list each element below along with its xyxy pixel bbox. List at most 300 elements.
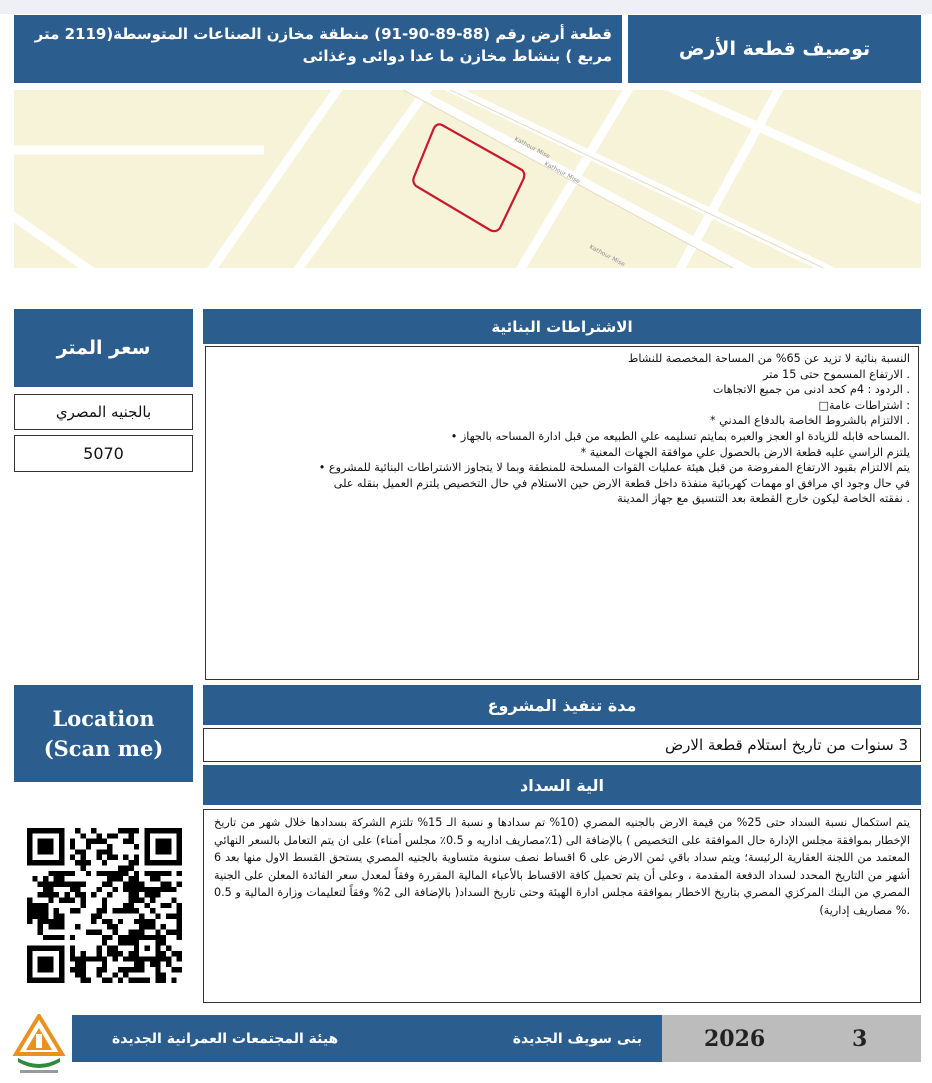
qr-module [96, 855, 101, 860]
qr-module [161, 887, 166, 892]
qr-module [155, 962, 160, 967]
qr-module [38, 860, 43, 865]
qr-module [96, 930, 101, 935]
qr-module [129, 956, 134, 961]
qr-module [43, 839, 48, 844]
qr-module [129, 967, 134, 972]
qr-module [139, 881, 144, 886]
qr-module [43, 892, 48, 897]
qr-module [86, 956, 91, 961]
qr-module [38, 919, 43, 924]
qr-module [139, 897, 144, 902]
qr-module [161, 844, 166, 849]
qr-module [48, 946, 53, 951]
qr-module [54, 935, 59, 940]
qr-module [70, 951, 75, 956]
qr-module [32, 914, 37, 919]
qr-module [96, 972, 101, 977]
qr-module [166, 956, 171, 961]
qr-module [107, 855, 112, 860]
qr-module [102, 956, 107, 961]
qr-module [145, 849, 150, 854]
qr-module [32, 903, 37, 908]
conditions-body [205, 346, 919, 680]
payment-text: يتم استكمال نسبة السداد حتى 25% من قيمة الارض بالجنيه المصري (10% تم سدادها و نسبة الـ 15% تلتزم الشركة بسدادها خلال شهر من تاريخ الإخطار بموافقة مجلس الإدارة حال الموافقة على التخصيص ) بالإضافة الى (1٪مصاريف اداريه و 0.5٪ مجلس أمناء) على ان يتم التعامل بالسعر النهائي المعتمد من اللجنة العقارية الرئيسة؛ ويتم سداد باقي ثمن الارض على 6 اقساط نصف سنوية متساوية بالجنيه المصري يستحق القسط الاول منها بعد 6 أشهر من التاريخ المحدد لسداد الدفعة المقدمة ، وعلى أن يتم تحميل كافة الاقساط بالأعباء المالية المقررة وفقاً لمعدل سعر الفائدة المعلن على الجنية المصري من البنك المركزي المصري بتاريخ الاخطار بموافقة مجلس ادارة الهيئة وحتى تاريخ السداد( بالإضافة الى 2% وفقاً لتعليمات وزارة المالية و 0.5 .% مصاريف إدارية) [214, 816, 911, 917]
qr-module [80, 833, 85, 838]
qr-module [129, 897, 134, 902]
qr-module [150, 876, 155, 881]
qr-module [80, 951, 85, 956]
qr-module [107, 892, 112, 897]
condition-line: في حال وجود اي مرافق او مهمات كهربائية منفذة داخل قطعة الارض حين الاستلام في حال التخصيص يلتزم العميل بنقله على [333, 476, 910, 490]
logo-caption-line [20, 1070, 58, 1073]
qr-module [38, 930, 43, 935]
qr-module [145, 956, 150, 961]
qr-module [123, 881, 128, 886]
qr-module [43, 946, 48, 951]
qr-module [134, 951, 139, 956]
qr-module [155, 930, 160, 935]
qr-module [129, 903, 134, 908]
qr-module [43, 956, 48, 961]
qr-module [38, 828, 43, 833]
qr-module [113, 855, 118, 860]
qr-module [43, 967, 48, 972]
qr-module [80, 849, 85, 854]
qr-module [91, 839, 96, 844]
location-title [14, 685, 193, 782]
qr-module [80, 892, 85, 897]
condition-line: . الالتزام بالشروط الخاصة بالدفاع المدني * [710, 414, 910, 428]
qr-module [177, 855, 182, 860]
price-currency [14, 394, 193, 430]
qr-module [32, 828, 37, 833]
qr-module [27, 978, 32, 983]
qr-module [48, 924, 53, 929]
conditions-title [203, 309, 921, 344]
qr-module [113, 924, 118, 929]
qr-module [155, 871, 160, 876]
qr-module [54, 908, 59, 913]
qr-module [48, 881, 53, 886]
qr-module [75, 967, 80, 972]
qr-module [102, 871, 107, 876]
qr-module [70, 935, 75, 940]
qr-module [96, 887, 101, 892]
qr-module [102, 903, 107, 908]
qr-module [150, 919, 155, 924]
site-map[interactable] [14, 90, 921, 268]
qr-module [166, 903, 171, 908]
qr-module [177, 951, 182, 956]
qr-module [166, 839, 171, 844]
qr-module [123, 903, 128, 908]
qr-module [96, 833, 101, 838]
qr-module [134, 876, 139, 881]
qr-module [38, 844, 43, 849]
qr-module [102, 935, 107, 940]
qr-module [139, 962, 144, 967]
qr-module [27, 828, 32, 833]
qr-module [80, 962, 85, 967]
qr-module [59, 871, 64, 876]
footer-year: 2026 [704, 1025, 766, 1052]
qr-module [134, 930, 139, 935]
qr-module [150, 892, 155, 897]
qr-module [86, 871, 91, 876]
qr-module [96, 914, 101, 919]
qr-module [91, 828, 96, 833]
condition-line: يتم الالتزام بقيود الارتفاع المفروضة من قبل هيئة عمليات القوات المسلحة للمنطقة وبما لا يتجاوز الاشتراطات البنائية للمشروع • [318, 461, 910, 475]
qr-module [75, 828, 80, 833]
qr-module [118, 871, 123, 876]
location-line-1: Location [52, 705, 155, 731]
qr-module [107, 935, 112, 940]
qr-module [91, 919, 96, 924]
qr-module [54, 924, 59, 929]
qr-module [145, 860, 150, 865]
qr-module [54, 881, 59, 886]
condition-line: النسبة بنائية لا تزيد عن 65% من المساحة المخصصة للنشاط [628, 352, 910, 365]
qr-module [145, 892, 150, 897]
qr-module [118, 908, 123, 913]
qr-module [150, 887, 155, 892]
qr-module [129, 833, 134, 838]
qr-module [113, 972, 118, 977]
footer-authority: هيئة المجتمعات العمرانية الجديدة [112, 1030, 339, 1047]
qr-module [123, 908, 128, 913]
qr-module [155, 839, 160, 844]
qr-module [70, 871, 75, 876]
qr-module [96, 839, 101, 844]
qr-module [80, 860, 85, 865]
qr-module [166, 881, 171, 886]
qr-module [166, 914, 171, 919]
qr-module [145, 871, 150, 876]
qr-module [166, 962, 171, 967]
qr-module [123, 839, 128, 844]
qr-module [102, 962, 107, 967]
qr-module [27, 967, 32, 972]
qr-module [75, 972, 80, 977]
qr-module [123, 865, 128, 870]
qr-module [134, 844, 139, 849]
qr-module [59, 844, 64, 849]
qr-module [80, 855, 85, 860]
qr-module [59, 962, 64, 967]
qr-module [48, 935, 53, 940]
qr-module [139, 956, 144, 961]
qr-module [27, 962, 32, 967]
qr-module [80, 972, 85, 977]
qr-module [27, 951, 32, 956]
qr-module [155, 956, 160, 961]
qr-module [96, 946, 101, 951]
qr-module [48, 871, 53, 876]
qr-module [150, 935, 155, 940]
qr-module [177, 839, 182, 844]
qr-module [134, 956, 139, 961]
qr-module [145, 844, 150, 849]
qr-module [27, 972, 32, 977]
qr-module [155, 935, 160, 940]
qr-module [48, 892, 53, 897]
qr-module [155, 849, 160, 854]
qr-module [70, 897, 75, 902]
condition-line: . الارتفاع المسموح حتى 15 متر [763, 367, 910, 381]
qr-module [161, 956, 166, 961]
qr-module [43, 908, 48, 913]
location-qr-code[interactable] [27, 828, 182, 983]
qr-module [123, 935, 128, 940]
qr-module [48, 978, 53, 983]
qr-module [123, 887, 128, 892]
qr-module [145, 924, 150, 929]
qr-module [27, 914, 32, 919]
logo-base [18, 1058, 60, 1068]
qr-module [59, 919, 64, 924]
qr-module [155, 940, 160, 945]
qr-module [54, 946, 59, 951]
qr-module [129, 860, 134, 865]
qr-module [171, 967, 176, 972]
qr-module [177, 956, 182, 961]
qr-module [59, 956, 64, 961]
qr-module [75, 849, 80, 854]
qr-module [177, 930, 182, 935]
qr-module [123, 871, 128, 876]
qr-module [134, 897, 139, 902]
qr-module [113, 833, 118, 838]
qr-module [48, 962, 53, 967]
plot-description-header [14, 15, 622, 83]
qr-module [113, 946, 118, 951]
qr-module [118, 951, 123, 956]
qr-module [107, 978, 112, 983]
qr-module [145, 935, 150, 940]
qr-module [32, 978, 37, 983]
duration-title [203, 685, 921, 725]
qr-module [48, 860, 53, 865]
qr-module [161, 871, 166, 876]
qr-module [177, 849, 182, 854]
qr-module [27, 908, 32, 913]
qr-module [59, 935, 64, 940]
qr-module [107, 946, 112, 951]
qr-module [129, 839, 134, 844]
qr-module [145, 887, 150, 892]
qr-module [145, 903, 150, 908]
qr-module [171, 951, 176, 956]
footer-city: بنى سويف الجديدة [512, 1030, 642, 1047]
qr-module [27, 855, 32, 860]
qr-module [134, 887, 139, 892]
qr-module [102, 881, 107, 886]
qr-module [118, 865, 123, 870]
qr-module [70, 887, 75, 892]
qr-module [123, 967, 128, 972]
qr-module [171, 828, 176, 833]
qr-module [38, 962, 43, 967]
qr-module [54, 978, 59, 983]
qr-module [38, 839, 43, 844]
qr-module [59, 833, 64, 838]
qr-module [43, 935, 48, 940]
qr-module [64, 871, 69, 876]
qr-module [80, 978, 85, 983]
qr-module [166, 849, 171, 854]
qr-module [139, 930, 144, 935]
conditions-title-text: الاشتراطات البنائية [491, 317, 633, 336]
qr-module [91, 892, 96, 897]
qr-module [107, 833, 112, 838]
qr-module [171, 887, 176, 892]
qr-module [145, 839, 150, 844]
qr-module [27, 849, 32, 854]
qr-module [43, 849, 48, 854]
qr-module [43, 860, 48, 865]
qr-module [134, 919, 139, 924]
qr-module [139, 924, 144, 929]
qr-module [113, 871, 118, 876]
qr-module [155, 828, 160, 833]
qr-module [161, 860, 166, 865]
qr-module [134, 881, 139, 886]
qr-module [123, 940, 128, 945]
qr-module [54, 892, 59, 897]
qr-module [177, 844, 182, 849]
qr-module [161, 940, 166, 945]
qr-module [38, 908, 43, 913]
qr-module [150, 871, 155, 876]
payment-title-text: الية السداد [520, 775, 605, 795]
qr-module [150, 897, 155, 902]
qr-module [70, 956, 75, 961]
qr-module [43, 903, 48, 908]
qr-module [139, 967, 144, 972]
qr-module [155, 860, 160, 865]
qr-module [59, 978, 64, 983]
duration-text: 3 سنوات من تاريخ استلام قطعة الارض [665, 736, 908, 754]
qr-module [54, 919, 59, 924]
qr-module [54, 876, 59, 881]
qr-module [48, 967, 53, 972]
qr-module [161, 972, 166, 977]
qr-module [155, 972, 160, 977]
qr-module [129, 940, 134, 945]
qr-module [91, 914, 96, 919]
qr-module [32, 908, 37, 913]
qr-module [166, 844, 171, 849]
duration-title-text: مدة تنفيذ المشروع [487, 695, 637, 715]
qr-module [75, 956, 80, 961]
duration-body [203, 728, 921, 762]
qr-module [96, 849, 101, 854]
qr-module [96, 951, 101, 956]
qr-module [161, 903, 166, 908]
qr-module [150, 956, 155, 961]
qr-module [171, 860, 176, 865]
qr-module [80, 897, 85, 902]
qr-module [177, 967, 182, 972]
qr-module [129, 951, 134, 956]
qr-module [166, 930, 171, 935]
qr-module [48, 887, 53, 892]
qr-module [27, 956, 32, 961]
qr-module [177, 903, 182, 908]
qr-module [59, 849, 64, 854]
qr-module [38, 881, 43, 886]
page-title [628, 15, 921, 83]
condition-line: : اشتراطات عامة□ [818, 398, 910, 412]
qr-module [161, 924, 166, 929]
qr-module [102, 839, 107, 844]
qr-module [107, 871, 112, 876]
qr-module [102, 940, 107, 945]
qr-module [48, 849, 53, 854]
plot-description: قطعة أرض رقم (88-89-90-91) منطقة مخازن الصناعات المتوسطة(2119 متر مربع ) بنشاط مخازن ما عدا دوائى وغذائى [34, 25, 612, 65]
qr-module [107, 951, 112, 956]
map-road-label-2: Kathour Mise [543, 160, 581, 186]
payment-title [203, 765, 921, 805]
qr-module [59, 924, 64, 929]
qr-module [70, 908, 75, 913]
qr-module [59, 972, 64, 977]
price-title [14, 309, 193, 387]
qr-module [161, 849, 166, 854]
qr-module [86, 978, 91, 983]
qr-module [177, 908, 182, 913]
qr-module [54, 860, 59, 865]
qr-module [38, 892, 43, 897]
qr-module [48, 839, 53, 844]
qr-module [80, 865, 85, 870]
qr-module [27, 903, 32, 908]
logo-tower [36, 1034, 42, 1048]
qr-module [177, 860, 182, 865]
qr-module [129, 978, 134, 983]
qr-module [102, 908, 107, 913]
qr-module [177, 871, 182, 876]
qr-module [102, 860, 107, 865]
qr-module [123, 972, 128, 977]
qr-module [96, 871, 101, 876]
qr-module [155, 946, 160, 951]
qr-module [123, 828, 128, 833]
qr-module [86, 844, 91, 849]
qr-module [129, 930, 134, 935]
qr-module [134, 935, 139, 940]
qr-module [70, 946, 75, 951]
qr-module [102, 849, 107, 854]
qr-module [177, 914, 182, 919]
qr-module [161, 839, 166, 844]
qr-module [38, 924, 43, 929]
qr-module [107, 844, 112, 849]
qr-module [171, 930, 176, 935]
qr-module [48, 956, 53, 961]
qr-module [59, 946, 64, 951]
qr-module [27, 919, 32, 924]
qr-module [145, 833, 150, 838]
qr-module [145, 978, 150, 983]
qr-module [38, 967, 43, 972]
qr-module [129, 881, 134, 886]
qr-module [48, 844, 53, 849]
qr-module [54, 871, 59, 876]
qr-module [161, 935, 166, 940]
qr-module [139, 887, 144, 892]
